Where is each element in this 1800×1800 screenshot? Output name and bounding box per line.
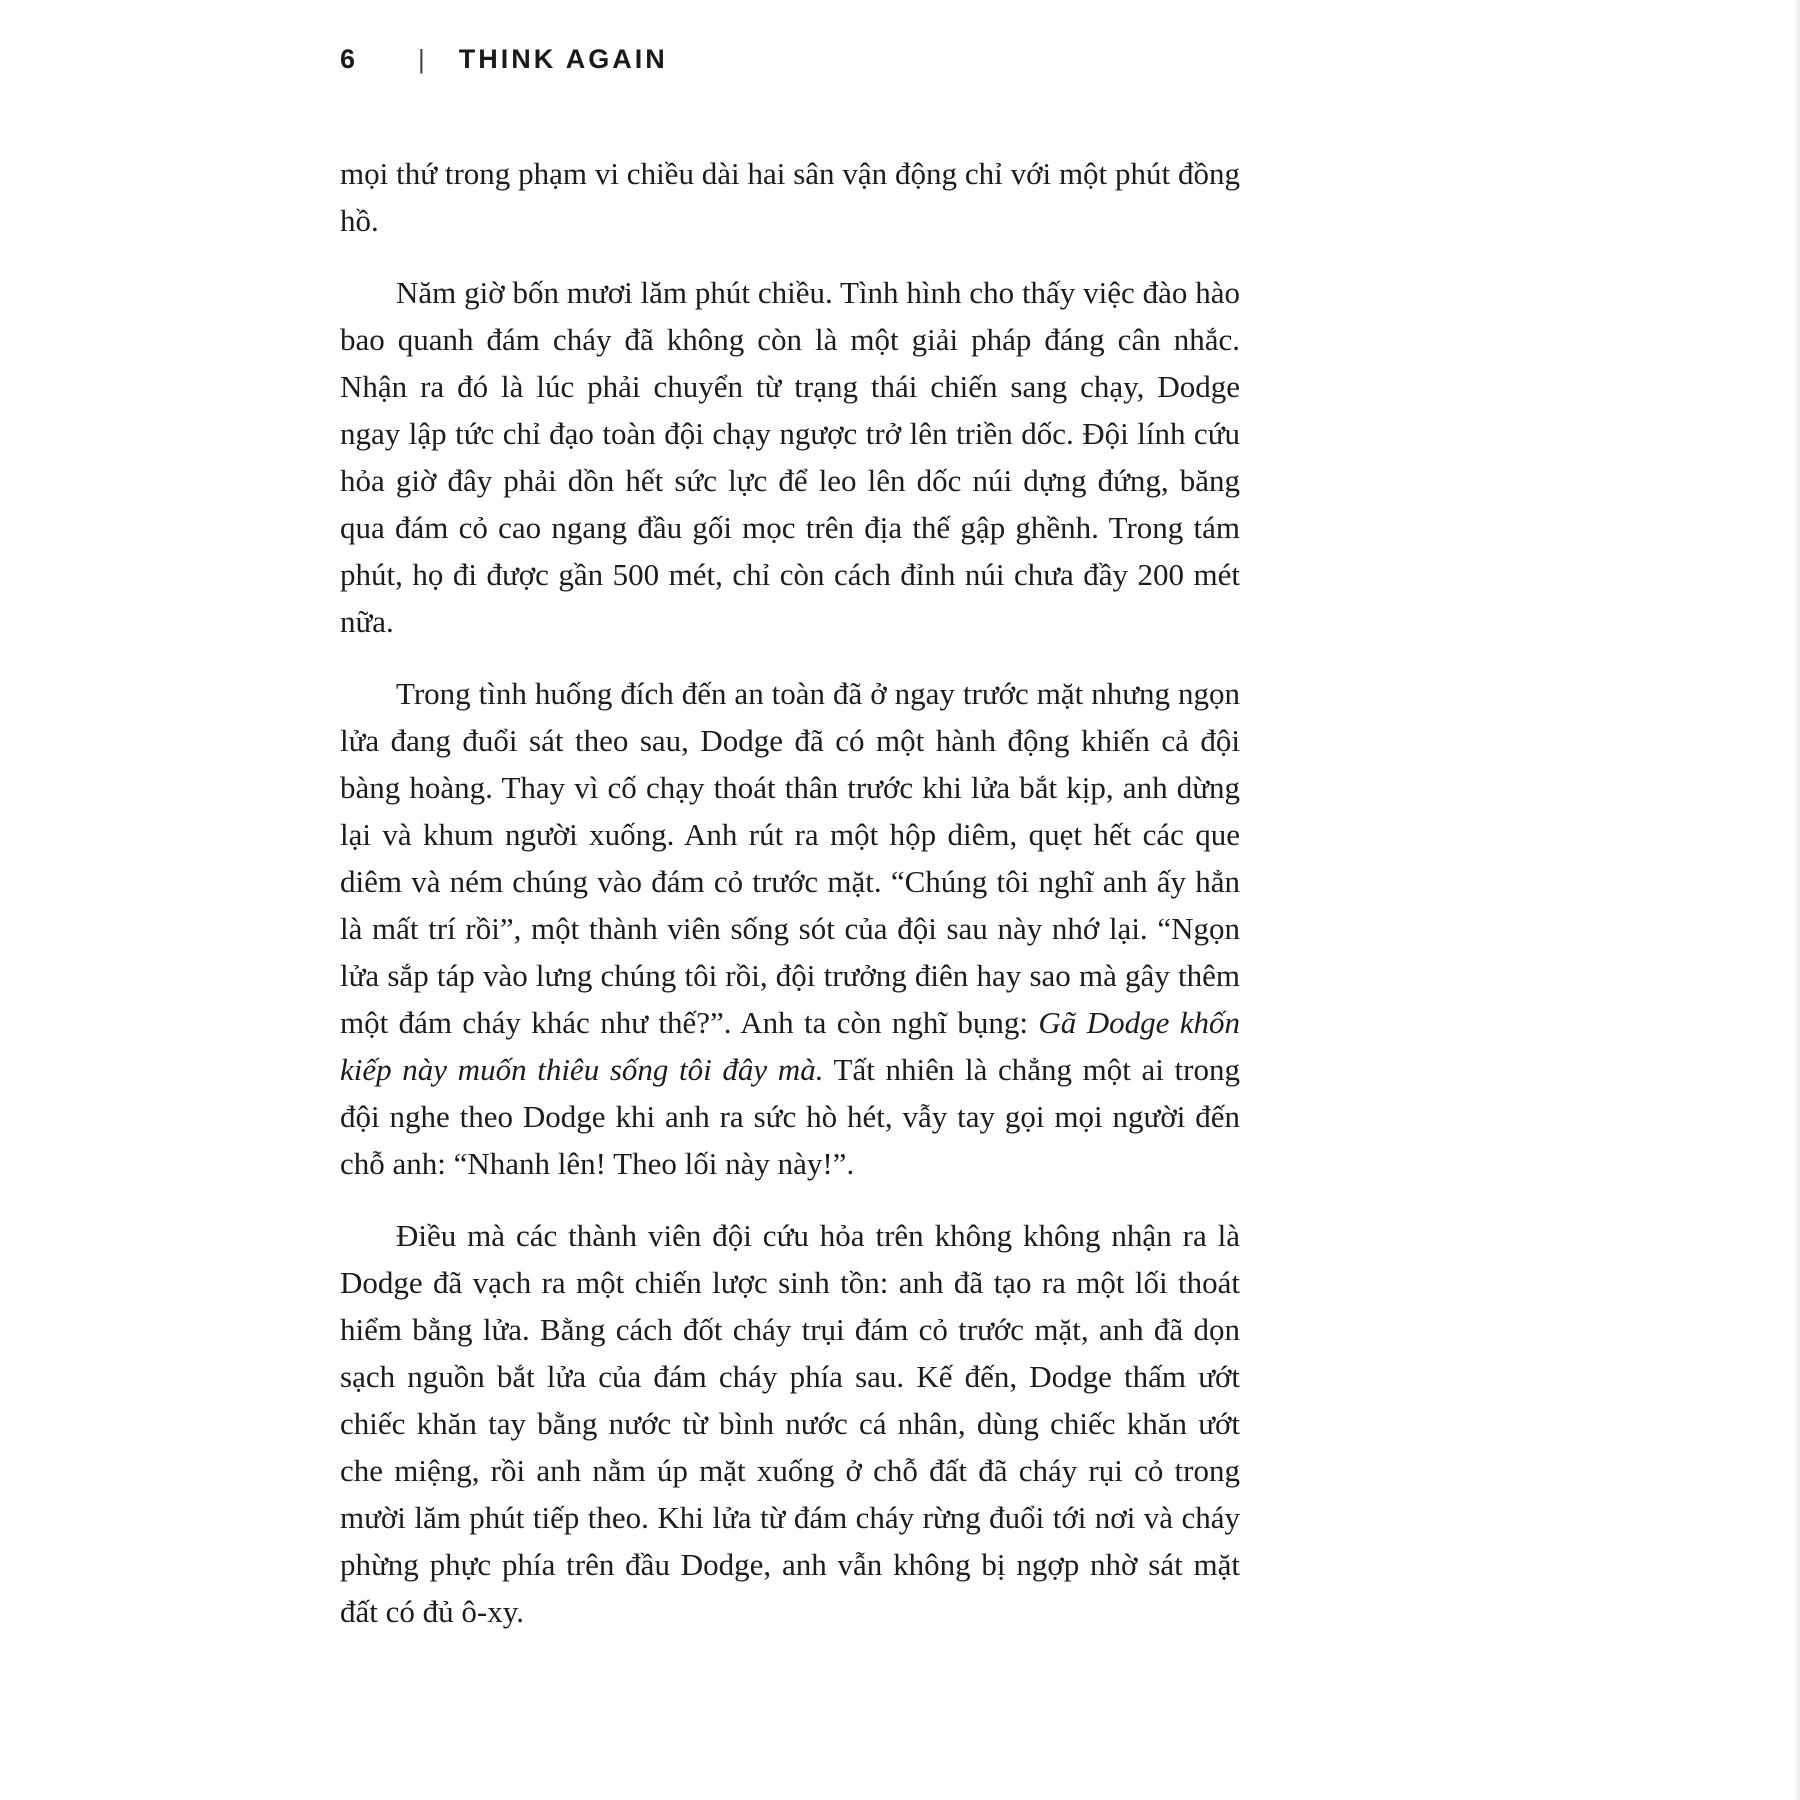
text-segment: Tất nhiên là chẳng một ai trong đội nghe theo Dodge khi anh ra sức hò hét, vẫy tay gọi mọi người đến chỗ anh: “Nhanh lên! Theo lối này này!”. <box>340 1052 1240 1181</box>
running-header <box>340 44 668 75</box>
header-separator: | <box>418 44 425 74</box>
page-edge-shadow <box>1794 0 1800 1800</box>
italic-text-segment: Gã Dodge khốn kiếp này muốn thiêu sống tôi đây mà. <box>340 1005 1240 1087</box>
page-number: 6 <box>340 44 357 74</box>
paragraph <box>340 670 1240 1187</box>
text-segment: Trong tình huống đích đến an toàn đã ở ngay trước mặt nhưng ngọn lửa đang đuổi sát theo sau, Dodge đã có một hành động khiến cả đội bàng hoàng. Thay vì cố chạy thoát thân trước khi lửa bắt kịp, anh dừng lại và khum người xuống. Anh rút ra một hộp diêm, quẹt hết các que diêm và ném chúng vào đám cỏ trước mặt. “Chúng tôi nghĩ anh ấy hẳn là mất trí rồi”, một thành viên sống sót của đội sau này nhớ lại. “Ngọn lửa sắp táp vào lưng chúng tôi rồi, đội trưởng điên hay sao mà gây thêm một đám cháy khác như thế?”. Anh ta còn nghĩ bụng: <box>340 676 1240 1040</box>
page-body <box>340 150 1240 1660</box>
text-segment: Năm giờ bốn mươi lăm phút chiều. Tình hình cho thấy việc đào hào bao quanh đám cháy đã không còn là một giải pháp đáng cân nhắc. Nhận ra đó là lúc phải chuyển từ trạng thái chiến sang chạy, Dodge ngay lập tức chỉ đạo toàn đội chạy ngược trở lên triền dốc. Đội lính cứu hỏa giờ đây phải dồn hết sức lực để leo lên dốc núi dựng đứng, băng qua đám cỏ cao ngang đầu gối mọc trên địa thế gập ghềnh. Trong tám phút, họ đi được gần 500 mét, chỉ còn cách đỉnh núi chưa đầy 200 mét nữa. <box>340 275 1240 639</box>
paragraph <box>340 150 1240 244</box>
paragraph <box>340 1212 1240 1635</box>
text-segment: Điều mà các thành viên đội cứu hỏa trên không không nhận ra là Dodge đã vạch ra một chiến lược sinh tồn: anh đã tạo ra một lối thoát hiểm bằng lửa. Bằng cách đốt cháy trụi đám cỏ trước mặt, anh đã dọn sạch nguồn bắt lửa của đám cháy phía sau. Kế đến, Dodge thấm ướt chiếc khăn tay bằng nước từ bình nước cá nhân, dùng chiếc khăn ướt che miệng, rồi anh nằm úp mặt xuống ở chỗ đất đã cháy rụi cỏ trong mười lăm phút tiếp theo. Khi lửa từ đám cháy rừng đuổi tới nơi và cháy phừng phực phía trên đầu Dodge, anh vẫn không bị ngợp nhờ sát mặt đất có đủ ô-xy. <box>340 1218 1240 1629</box>
text-segment: mọi thứ trong phạm vi chiều dài hai sân vận động chỉ với một phút đồng hồ. <box>340 156 1240 238</box>
book-title: THINK AGAIN <box>458 44 668 74</box>
paragraph <box>340 269 1240 645</box>
